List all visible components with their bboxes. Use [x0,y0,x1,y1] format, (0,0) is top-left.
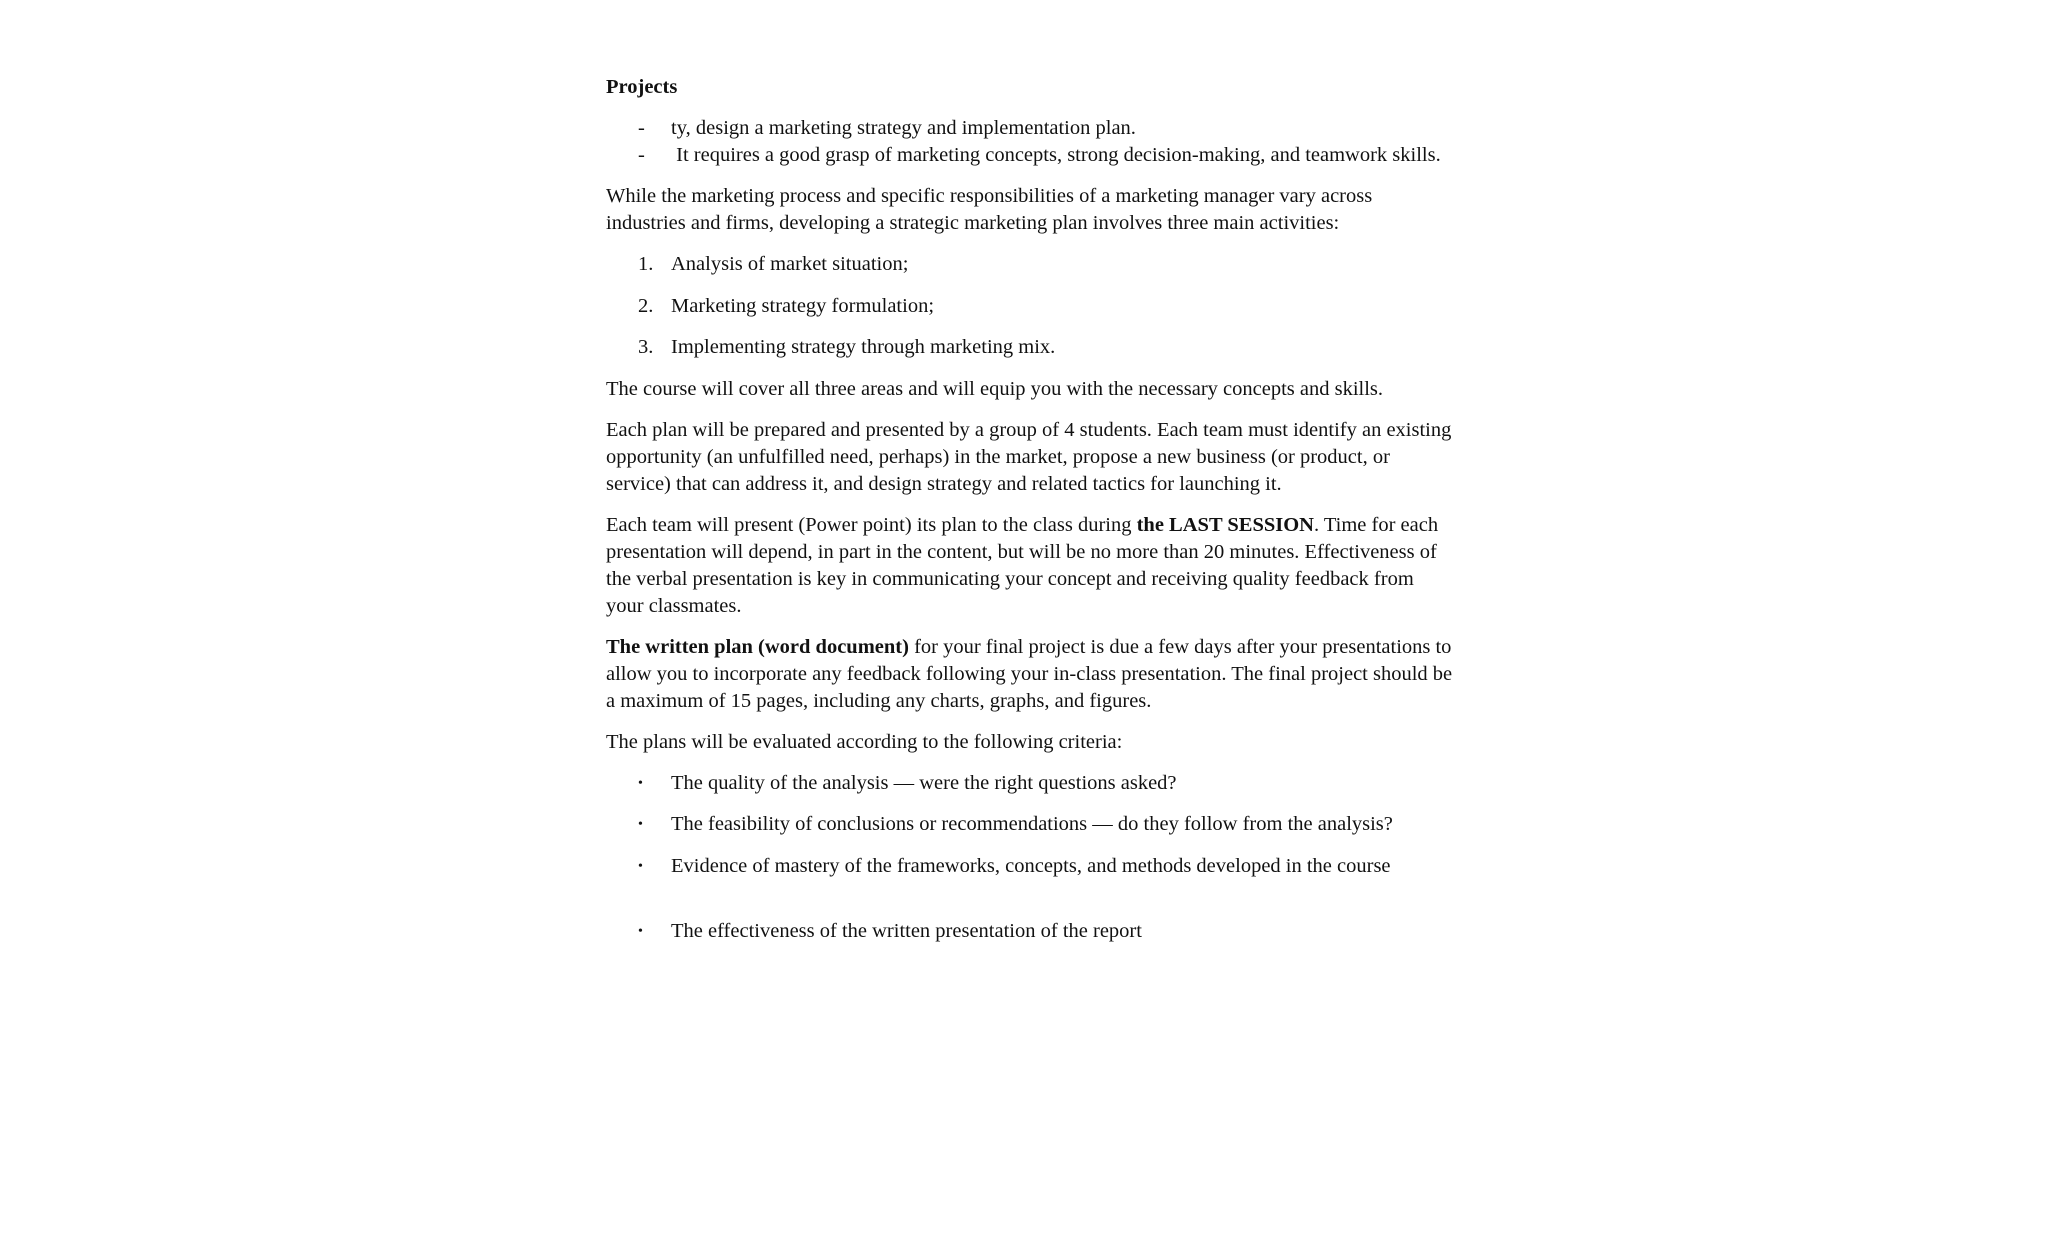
paragraph-course: The course will cover all three areas and will equip you with the necessary concepts and skills. [606,377,1384,400]
bullet-marker: • [638,923,643,939]
list-item [606,142,1456,169]
bullet-marker: • [638,817,643,832]
bullet-marker: • [638,775,643,791]
list-item [606,334,1456,361]
list-item-text: Analysis of market situation; [671,253,909,275]
document-page [606,74,1456,959]
dash-marker: - [638,144,645,166]
list-item [606,115,1456,142]
number-marker: 1. [638,253,654,275]
list-item [606,811,1456,838]
list-item-text: It requires a good grasp of marketing concepts, strong decision-making, and teamwork skills. [671,144,1441,166]
section-heading: Projects [606,76,678,98]
activities-list [606,251,1456,361]
list-item-text: Marketing strategy formulation; [671,294,935,317]
paragraph-criteria: The plans will be evaluated according to the following criteria: [606,730,1123,753]
list-item [606,293,1456,320]
criteria-list [606,770,1456,945]
paragraph-plan: Each plan will be prepared and presented by a group of 4 students. Each team must identify an existing opportunity (an unfulfilled need, perhaps) in the market, propose a new business (or product, or service) that can address it, and design strategy and related tactics for launching it. [606,418,1452,495]
number-marker: 3. [638,336,654,358]
list-item-text: Implementing strategy through marketing mix. [671,336,1056,358]
paragraph-process: While the marketing process and specific responsibilities of a marketing manager vary across industries and firms, developing a strategic marketing plan involves three main activities: [606,185,1373,234]
list-item-text: The effectiveness of the written presentation of the report [671,919,1142,942]
intro-dash-list [606,115,1456,169]
list-item [606,918,1456,945]
last-session-emphasis: the LAST SESSION [1136,513,1314,536]
dash-marker: - [638,117,645,139]
paragraph-written-plan [606,634,1456,715]
list-item [606,853,1456,880]
written-plan-emphasis: The written plan (word document) [606,635,909,658]
bullet-marker: • [638,858,643,874]
list-item-text: Evidence of mastery of the frameworks, concepts, and methods developed in the course [671,854,1391,877]
paragraph-presentation [606,512,1456,620]
list-item [606,251,1456,278]
presentation-text-before: Each team will present (Power point) its plan to the class during [606,513,1137,536]
list-item-text: The quality of the analysis — were the right questions asked? [671,771,1177,794]
written-plan-text: for your final project is due a few days after your presentations to allow you to incorporate any feedback following your in-class presentation. The final project should be a maximum of 15 pages, including any charts, graphs, and figures. [606,635,1453,712]
list-item-text: ty, design a marketing strategy and implementation plan. [671,117,1136,139]
list-item-text: The feasibility of conclusions or recommendations — do they follow from the analysis? [671,813,1393,835]
list-item [606,770,1456,797]
presentation-text-after: . Time for each presentation will depend, in part in the content, but will be no more than 20 minutes. Effectiveness of the verbal presentation is key in communicating your concept and receiving quality feedback from your classmates. [606,513,1439,617]
number-marker: 2. [638,294,654,317]
